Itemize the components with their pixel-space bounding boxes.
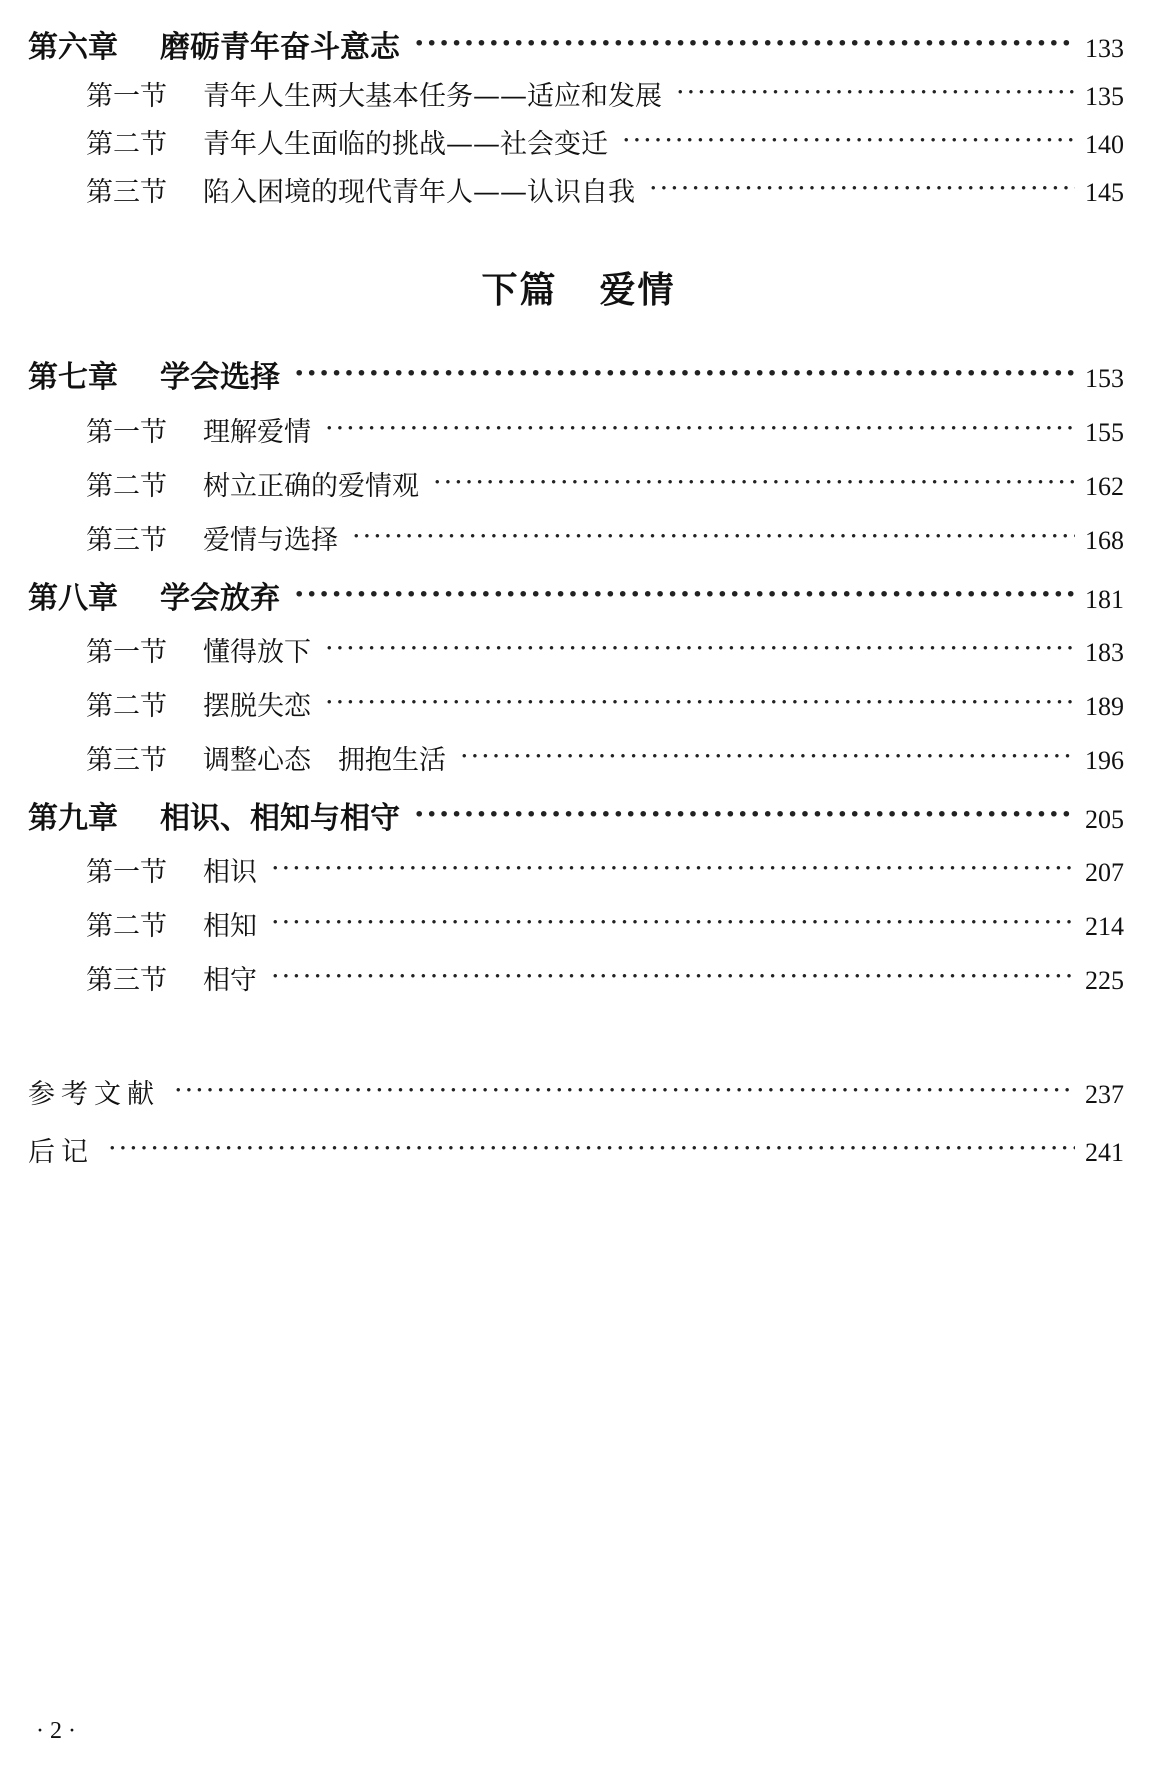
section-title: 调整心态 拥抱生活 <box>203 745 446 776</box>
section-title: 青年人生两大基本任务——适应和发展 <box>203 81 662 112</box>
chapter-title: 学会选择 <box>160 360 280 395</box>
backmatter-title: 参考文献 <box>28 1079 160 1110</box>
section-number: 第三节 <box>86 745 167 776</box>
chapter-title: 学会放弃 <box>160 581 280 616</box>
dot-leader <box>460 741 1075 772</box>
section-number: 第一节 <box>86 81 167 112</box>
section-number: 第二节 <box>86 911 167 942</box>
chapter-title: 相识、相知与相守 <box>160 801 400 836</box>
dot-leader <box>271 961 1075 992</box>
dot-leader <box>174 1075 1075 1106</box>
dot-leader <box>622 125 1075 156</box>
toc-section-7-2[interactable] <box>86 464 1124 503</box>
dot-leader <box>294 356 1075 391</box>
section-number: 第二节 <box>86 691 167 722</box>
page-ref: 189 <box>1085 692 1124 721</box>
toc-afterword[interactable] <box>28 1130 1124 1169</box>
section-title: 懂得放下 <box>203 637 311 668</box>
dot-leader <box>414 797 1075 832</box>
toc-section-6-2[interactable] <box>86 122 1124 161</box>
section-number: 第二节 <box>86 471 167 502</box>
page-ref: 241 <box>1085 1138 1124 1167</box>
part-heading <box>0 262 1157 313</box>
dot-leader <box>108 1133 1075 1164</box>
toc-section-6-3[interactable] <box>86 170 1124 209</box>
page-ref: 153 <box>1085 364 1124 393</box>
chapter-number: 第九章 <box>28 801 118 836</box>
section-title: 摆脱失恋 <box>203 691 311 722</box>
dot-leader <box>352 521 1075 552</box>
page-ref: 135 <box>1085 82 1124 111</box>
part-label: 下篇 <box>481 269 558 311</box>
page-ref: 183 <box>1085 638 1124 667</box>
dot-leader <box>433 467 1075 498</box>
dot-leader <box>294 577 1075 612</box>
page-ref: 205 <box>1085 805 1124 834</box>
section-number: 第一节 <box>86 637 167 668</box>
page-ref: 225 <box>1085 966 1124 995</box>
page-ref: 162 <box>1085 472 1124 501</box>
page-ref: 155 <box>1085 418 1124 447</box>
section-number: 第一节 <box>86 417 167 448</box>
section-title: 相守 <box>203 965 257 996</box>
page-number: · 2 · <box>36 1718 76 1744</box>
dot-leader <box>414 26 1075 61</box>
part-title: 爱情 <box>599 269 676 311</box>
section-title: 相识 <box>203 857 257 888</box>
page-ref: 237 <box>1085 1080 1124 1109</box>
dot-leader <box>325 413 1075 444</box>
section-number: 第二节 <box>86 129 167 160</box>
section-number: 第三节 <box>86 965 167 996</box>
toc-references[interactable] <box>28 1072 1124 1111</box>
toc-section-7-1[interactable] <box>86 410 1124 449</box>
page-ref: 181 <box>1085 585 1124 614</box>
toc-section-9-3[interactable] <box>86 958 1124 997</box>
section-title: 相知 <box>203 911 257 942</box>
page-ref: 168 <box>1085 526 1124 555</box>
toc-section-9-2[interactable] <box>86 904 1124 943</box>
toc-chapter-7[interactable] <box>28 352 1124 396</box>
section-number: 第三节 <box>86 525 167 556</box>
page-ref: 214 <box>1085 912 1124 941</box>
dot-leader <box>271 853 1075 884</box>
backmatter-title: 后记 <box>28 1137 94 1168</box>
page-ref: 133 <box>1085 34 1124 63</box>
section-title: 爱情与选择 <box>203 525 338 556</box>
dot-leader <box>325 687 1075 718</box>
section-title: 树立正确的爱情观 <box>203 471 419 502</box>
page-ref: 207 <box>1085 858 1124 887</box>
toc-section-8-3[interactable] <box>86 738 1124 777</box>
page-ref: 140 <box>1085 130 1124 159</box>
chapter-number: 第七章 <box>28 360 118 395</box>
page-ref: 145 <box>1085 178 1124 207</box>
toc-chapter-8[interactable] <box>28 573 1124 617</box>
section-number: 第一节 <box>86 857 167 888</box>
toc-section-7-3[interactable] <box>86 518 1124 557</box>
chapter-title: 磨砺青年奋斗意志 <box>160 30 400 65</box>
page-ref: 196 <box>1085 746 1124 775</box>
section-title: 陷入困境的现代青年人——认识自我 <box>203 177 635 208</box>
dot-leader <box>676 77 1075 108</box>
section-title: 青年人生面临的挑战——社会变迁 <box>203 129 608 160</box>
toc-section-9-1[interactable] <box>86 850 1124 889</box>
section-number: 第三节 <box>86 177 167 208</box>
toc-section-8-2[interactable] <box>86 684 1124 723</box>
toc-section-8-1[interactable] <box>86 630 1124 669</box>
toc-chapter-9[interactable] <box>28 793 1124 837</box>
toc-section-6-1[interactable] <box>86 74 1124 113</box>
chapter-number: 第六章 <box>28 30 118 65</box>
dot-leader <box>649 173 1075 204</box>
dot-leader <box>325 633 1075 664</box>
toc-chapter-6[interactable] <box>28 22 1124 66</box>
section-title: 理解爱情 <box>203 417 311 448</box>
dot-leader <box>271 907 1075 938</box>
chapter-number: 第八章 <box>28 581 118 616</box>
